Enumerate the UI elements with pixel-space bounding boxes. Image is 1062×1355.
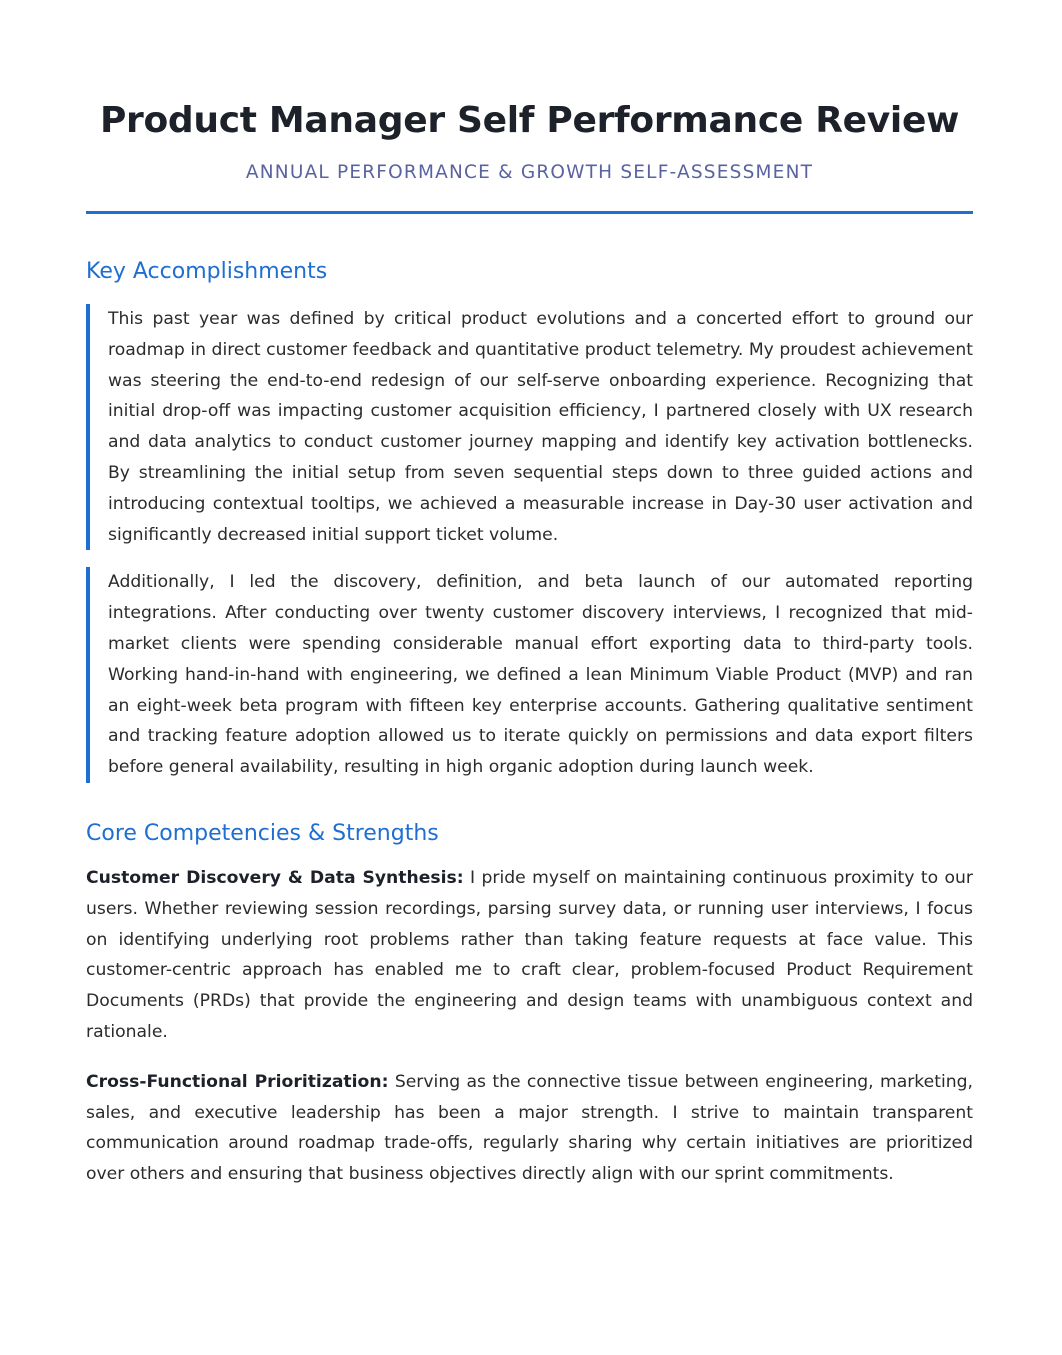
competency-item [86,1067,973,1190]
competency-label: Customer Discovery & Data Synthesis: [86,867,464,888]
section-heading-competencies: Core Competencies & Strengths [86,820,439,846]
header-divider [86,211,973,214]
competency-text: I pride myself on maintaining continuous proximity to our users. Whether reviewing session recordings, parsing survey data, or running user interviews, I focus on identifying underlying root problems rather than taking feature requests at face value. This customer-centric approach has enabled me to craft clear, problem-focused Product Requirement Documents (PRDs) that provide the engineering and design teams with unambiguous context and rationale. [86,867,973,1042]
accomplishment-block [86,567,973,783]
document-title: Product Manager Self Performance Review [99,100,960,141]
section-heading-accomplishments: Key Accomplishments [86,259,328,284]
competency-text: Serving as the connective tissue between engineering, marketing, sales, and executive leadership has been a major strength. I strive to maintain transparent communication around roadmap trade-offs, regularly sharing why certain initiatives are prioritized over others and ensuring that business objectives directly align with our sprint commitments. [86,1071,973,1185]
document-subtitle: ANNUAL PERFORMANCE & GROWTH SELF-ASSESSMENT [245,162,814,183]
accomplishment-paragraph: Additionally, I led the discovery, definition, and beta launch of our automated reporting integrations. After conducting over twenty customer discovery interviews, I recognized that mid-market clients were spending considerable manual effort exporting data to third-party tools. Working hand-in-hand with engineering, we defined a lean Minimum Viable Product (MVP) and ran an eight-week beta program with fifteen key enterprise accounts. Gathering qualitative sentiment and tracking feature adoption allowed us to iterate quickly on permissions and data export filters before general availability, resulting in high organic adoption during launch week. [108,572,973,778]
competency-label: Cross-Functional Prioritization: [86,1071,389,1092]
review-document [86,96,973,1190]
accomplishment-block [86,304,973,550]
competency-item [86,863,973,1048]
accomplishment-paragraph: This past year was defined by critical product evolutions and a concerted effort to ground our roadmap in direct customer feedback and quantitative product telemetry. My proudest achievement was steering the end-to-end redesign of our self-serve onboarding experience. Recognizing that initial drop-off was impacting customer acquisition efficiency, I partnered closely with UX research and data analytics to conduct customer journey mapping and identify key activation bottlenecks. By streamlining the initial setup from seven sequential steps down to three guided actions and introducing contextual tooltips, we achieved a measurable increase in Day-30 user activation and significantly decreased initial support ticket volume. [108,309,973,545]
